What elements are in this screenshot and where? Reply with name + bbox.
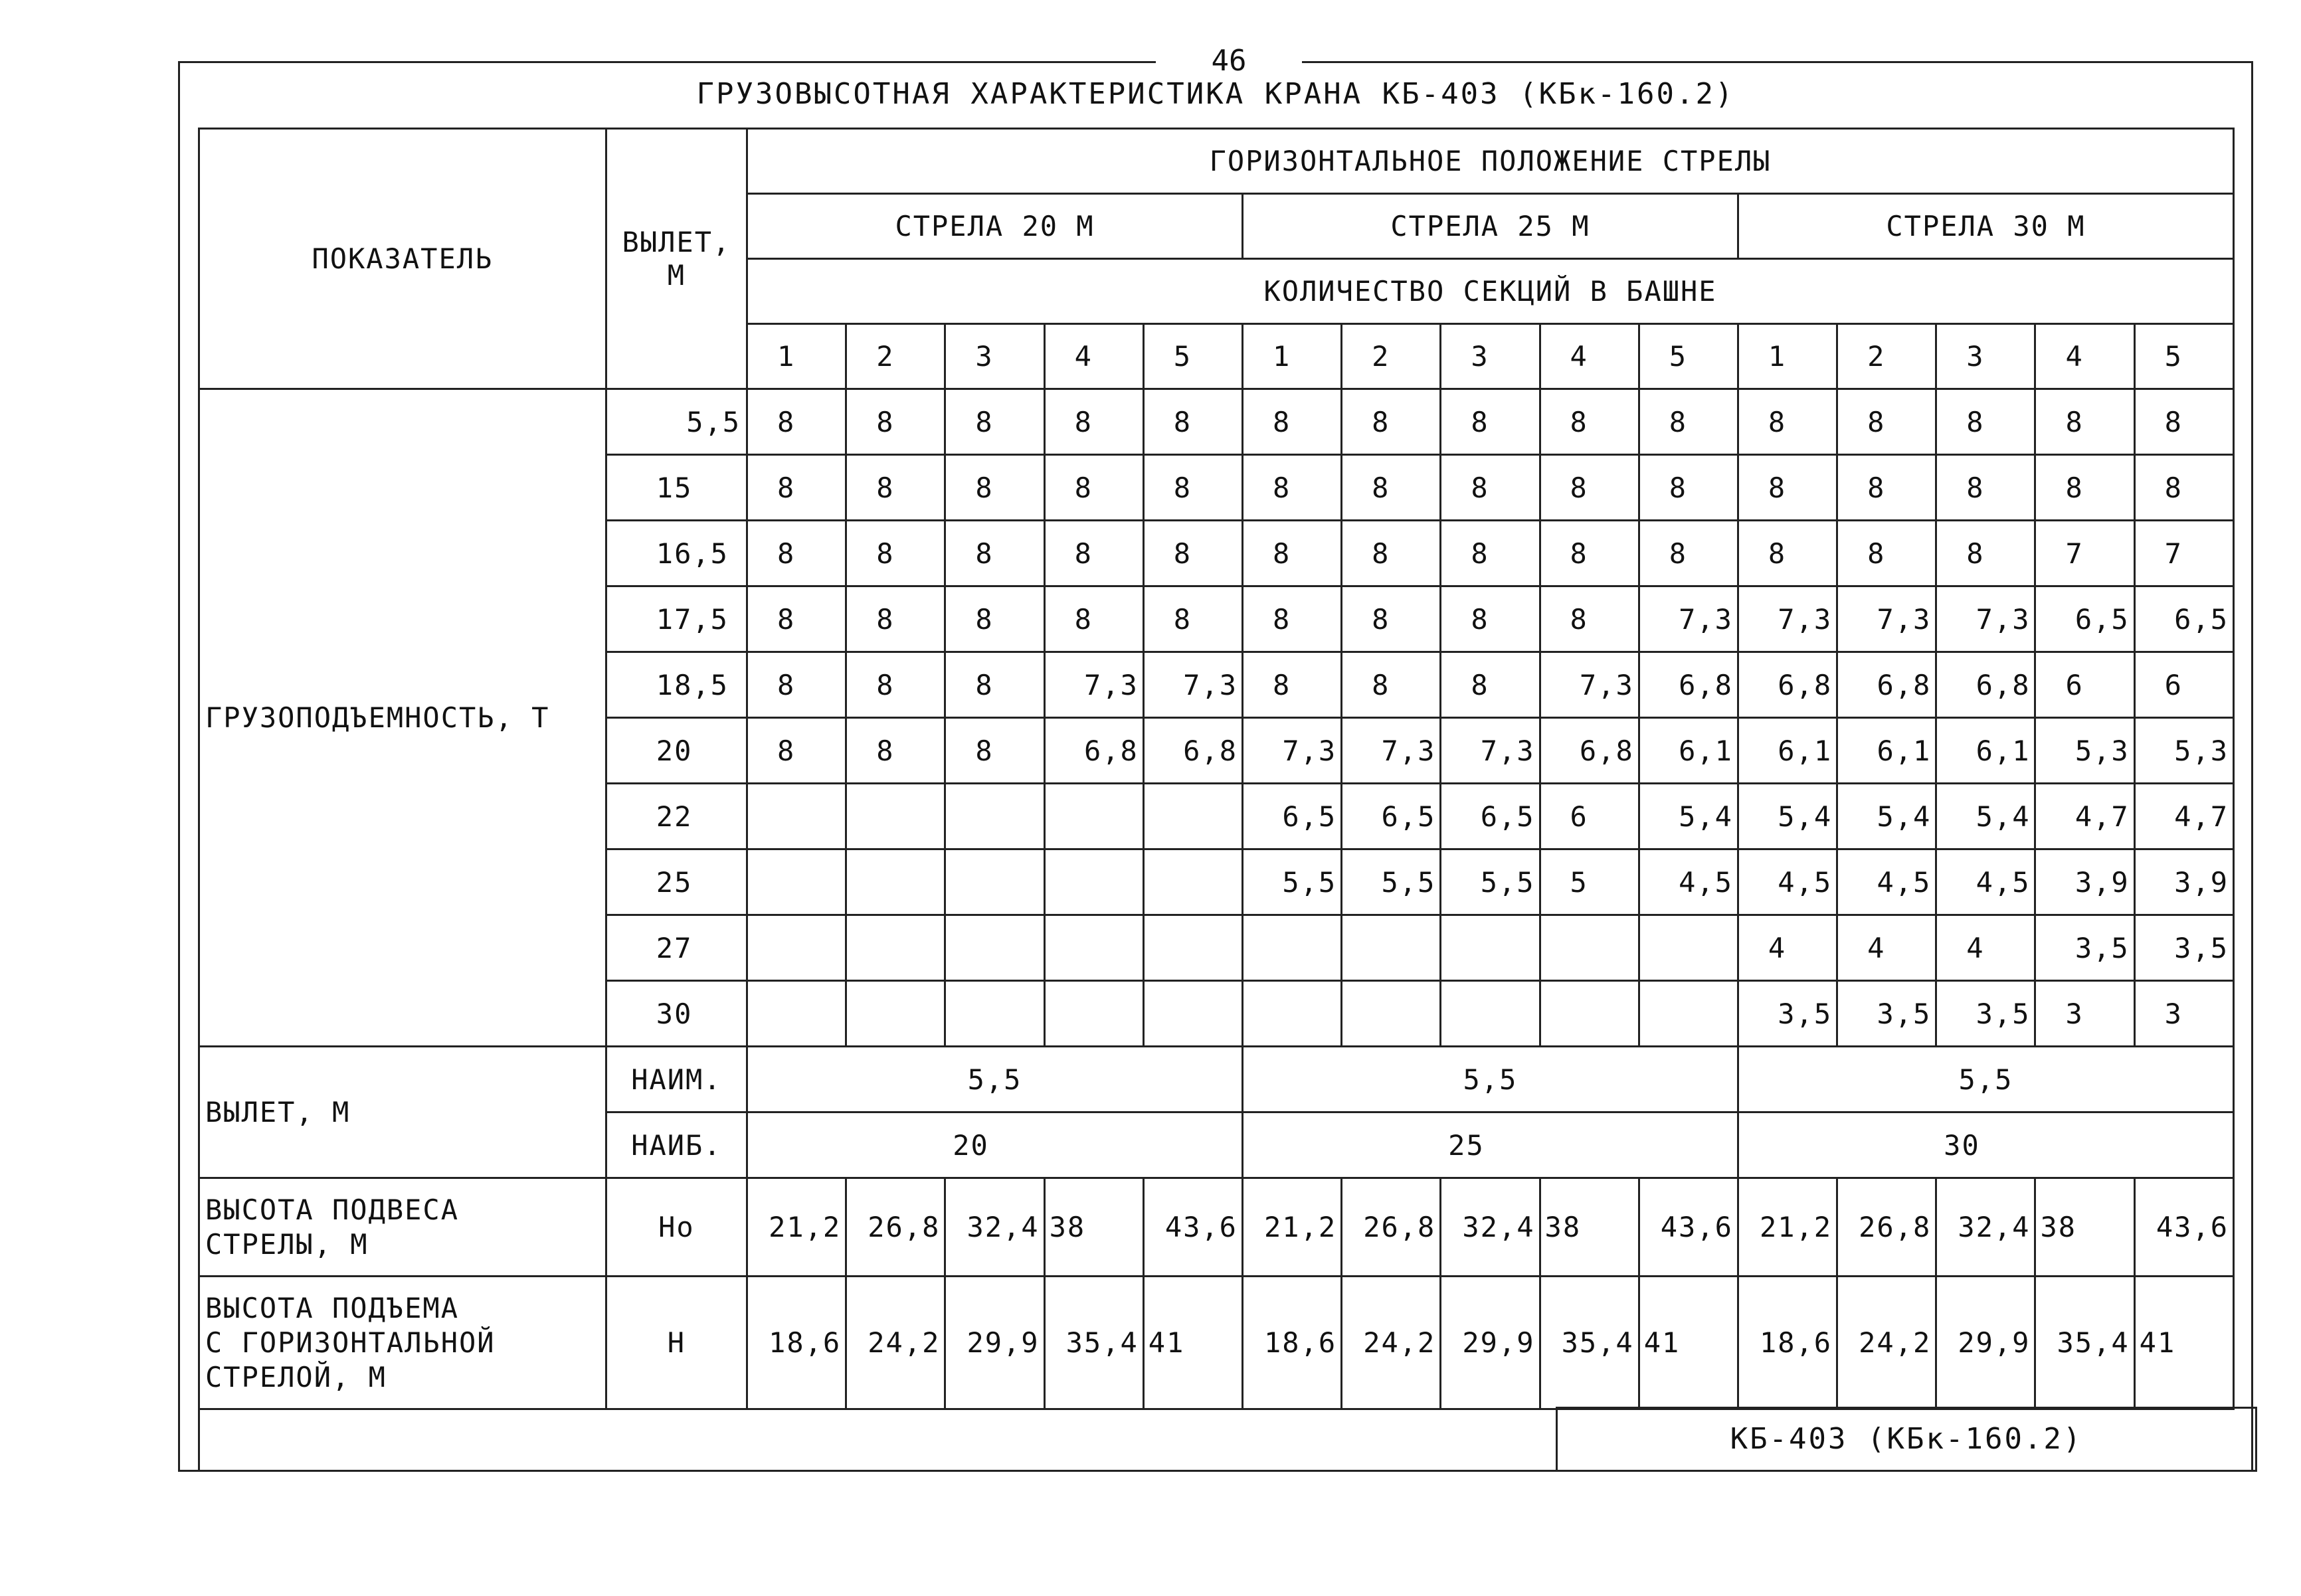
reach-value-cell: 15	[606, 455, 747, 521]
boom-header: СТРЕЛА 25 М	[1242, 194, 1738, 259]
capacity-value-cell: 7,3	[1936, 586, 2035, 652]
section-number-cell: 3	[945, 324, 1044, 389]
capacity-value-cell	[1540, 981, 1639, 1047]
boom-height-value: 38	[2035, 1178, 2134, 1277]
capacity-value-cell: 6	[1540, 784, 1639, 849]
lift-height-value: 35,4	[1540, 1277, 1639, 1409]
capacity-value-cell: 8	[2134, 455, 2233, 521]
boom-height-label-line: ВЫСОТА ПОДВЕСА	[205, 1193, 460, 1226]
capacity-value-cell: 7,3	[1837, 586, 1936, 652]
capacity-value-cell: 7,3	[1639, 586, 1738, 652]
capacity-value-cell: 8	[1639, 521, 1738, 586]
capacity-value-cell: 8	[945, 652, 1044, 718]
capacity-value-cell: 6,8	[1143, 718, 1242, 784]
capacity-value-cell: 8	[1441, 455, 1540, 521]
capacity-value-cell: 6,8	[1044, 718, 1143, 784]
capacity-value-cell: 8	[846, 389, 945, 455]
capacity-value-cell: 8	[747, 586, 846, 652]
capacity-value-cell: 5,5	[1242, 849, 1341, 915]
reach-min-value: 5,5	[1738, 1047, 2233, 1112]
capacity-value-cell: 7,3	[1738, 586, 1837, 652]
capacity-value-cell: 8	[747, 455, 846, 521]
section-number-cell: 4	[2035, 324, 2134, 389]
capacity-value-cell: 8	[1044, 455, 1143, 521]
capacity-value-cell: 8	[1738, 521, 1837, 586]
lift-height-value: 18,6	[1242, 1277, 1341, 1409]
capacity-value-cell: 8	[1639, 389, 1738, 455]
capacity-value-cell	[1342, 915, 1441, 981]
capacity-value-cell: 7,3	[1342, 718, 1441, 784]
boom-header: СТРЕЛА 20 М	[747, 194, 1243, 259]
capacity-value-cell: 8	[1441, 652, 1540, 718]
header-row-horizontal	[199, 129, 2234, 194]
capacity-value-cell	[945, 784, 1044, 849]
capacity-value-cell: 3,5	[1936, 981, 2035, 1047]
boom-height-label	[199, 1178, 606, 1277]
section-number-cell: 2	[1837, 324, 1936, 389]
capacity-value-cell: 3,5	[2134, 915, 2233, 981]
capacity-value-cell: 6,1	[1936, 718, 2035, 784]
capacity-value-cell: 7	[2035, 521, 2134, 586]
indicator-header: ПОКАЗАТЕЛЬ	[199, 129, 606, 389]
capacity-value-cell: 8	[1540, 521, 1639, 586]
capacity-value-cell: 8	[1540, 455, 1639, 521]
section-number-cell: 1	[1738, 324, 1837, 389]
boom-height-value: 21,2	[747, 1178, 846, 1277]
capacity-label: ГРУЗОПОДЪЕМНОСТЬ, Т	[199, 389, 606, 1047]
boom-height-value: 21,2	[1738, 1178, 1837, 1277]
capacity-value-cell: 6,8	[1936, 652, 2035, 718]
capacity-value-cell: 6,5	[1441, 784, 1540, 849]
capacity-value-cell: 6,5	[1242, 784, 1341, 849]
capacity-value-cell	[846, 981, 945, 1047]
capacity-value-cell: 8	[1044, 521, 1143, 586]
capacity-value-cell: 8	[1143, 389, 1242, 455]
capacity-value-cell	[1143, 849, 1242, 915]
capacity-value-cell	[1143, 915, 1242, 981]
capacity-value-cell	[1342, 981, 1441, 1047]
boom-height-value: 32,4	[945, 1178, 1044, 1277]
capacity-value-cell	[1540, 915, 1639, 981]
boom-height-value: 32,4	[1441, 1178, 1540, 1277]
capacity-value-cell: 8	[1738, 455, 1837, 521]
capacity-value-cell: 3,9	[2035, 849, 2134, 915]
capacity-value-cell	[1044, 915, 1143, 981]
section-number-cell: 3	[1441, 324, 1540, 389]
capacity-value-cell: 8	[1242, 455, 1341, 521]
reach-min-value: 5,5	[1242, 1047, 1738, 1112]
capacity-value-cell: 8	[1242, 389, 1341, 455]
reach-max-value: 30	[1738, 1112, 2233, 1178]
reach-value-cell: 25	[606, 849, 747, 915]
capacity-value-cell: 8	[1242, 652, 1341, 718]
boom-height-value: 38	[1044, 1178, 1143, 1277]
capacity-value-cell: 4,7	[2035, 784, 2134, 849]
reach-max-value: 20	[747, 1112, 1243, 1178]
capacity-value-cell: 8	[1342, 455, 1441, 521]
lift-height-label-line: ВЫСОТА ПОДЪЕМА	[205, 1291, 460, 1324]
capacity-value-cell: 8	[1143, 586, 1242, 652]
capacity-value-cell	[1143, 981, 1242, 1047]
capacity-value-cell: 8	[1441, 586, 1540, 652]
sections-header: КОЛИЧЕСТВО СЕКЦИЙ В БАШНЕ	[747, 259, 2234, 324]
reach-value-cell: 18,5	[606, 652, 747, 718]
lift-height-value: 35,4	[2035, 1277, 2134, 1409]
capacity-value-cell	[1143, 784, 1242, 849]
lift-height-value: 29,9	[1441, 1277, 1540, 1409]
capacity-value-cell: 8	[747, 652, 846, 718]
capacity-value-cell: 8	[945, 455, 1044, 521]
capacity-value-cell	[945, 915, 1044, 981]
capacity-value-cell: 8	[747, 521, 846, 586]
capacity-value-cell	[1441, 915, 1540, 981]
boom-height-value: 26,8	[846, 1178, 945, 1277]
capacity-value-cell: 8	[1936, 455, 2035, 521]
section-number-cell: 3	[1936, 324, 2035, 389]
capacity-value-cell	[945, 849, 1044, 915]
boom-height-value: 26,8	[1342, 1178, 1441, 1277]
document-title: ГРУЗОВЫСОТНАЯ ХАРАКТЕРИСТИКА КРАНА КБ-403 (КБк-160.2)	[696, 77, 1735, 111]
lift-height-value: 18,6	[1738, 1277, 1837, 1409]
lift-height-value: 29,9	[1936, 1277, 2035, 1409]
boom-height-value: 43,6	[2134, 1178, 2233, 1277]
capacity-value-cell: 8	[1044, 586, 1143, 652]
lift-height-value: 41	[2134, 1277, 2233, 1409]
reach-max-value: 25	[1242, 1112, 1738, 1178]
section-number-cell: 5	[1143, 324, 1242, 389]
capacity-value-cell: 6,8	[1639, 652, 1738, 718]
capacity-value-cell: 8	[1738, 389, 1837, 455]
lift-height-value: 41	[1143, 1277, 1242, 1409]
capacity-value-cell	[747, 784, 846, 849]
boom-height-value: 43,6	[1639, 1178, 1738, 1277]
section-number-cell: 5	[1639, 324, 1738, 389]
section-number-cell: 4	[1540, 324, 1639, 389]
capacity-value-cell	[1044, 784, 1143, 849]
capacity-value-cell: 8	[1936, 521, 2035, 586]
capacity-value-cell: 8	[1837, 389, 1936, 455]
capacity-value-cell: 7	[2134, 521, 2233, 586]
capacity-value-cell: 8	[1143, 455, 1242, 521]
capacity-value-cell	[846, 915, 945, 981]
capacity-value-cell: 5,3	[2035, 718, 2134, 784]
capacity-value-cell: 8	[1342, 586, 1441, 652]
reach-value-cell: 27	[606, 915, 747, 981]
reach-min-label: НАИМ.	[606, 1047, 747, 1112]
capacity-value-cell	[1639, 915, 1738, 981]
boom-height-value: 43,6	[1143, 1178, 1242, 1277]
capacity-value-cell	[945, 981, 1044, 1047]
boom-height-value: 38	[1540, 1178, 1639, 1277]
capacity-value-cell: 7,3	[1441, 718, 1540, 784]
boom-height-symbol: Ho	[606, 1178, 747, 1277]
reach-value-cell: 16,5	[606, 521, 747, 586]
capacity-value-cell: 4	[1837, 915, 1936, 981]
capacity-value-cell: 8	[1143, 521, 1242, 586]
capacity-value-cell: 8	[1837, 455, 1936, 521]
capacity-value-cell: 8	[1044, 389, 1143, 455]
capacity-value-cell: 4	[1738, 915, 1837, 981]
capacity-value-cell: 8	[1837, 521, 1936, 586]
capacity-value-cell: 8	[1342, 389, 1441, 455]
capacity-value-cell: 3	[2035, 981, 2134, 1047]
capacity-value-cell	[747, 915, 846, 981]
capacity-value-cell: 8	[846, 586, 945, 652]
boom-height-row	[199, 1178, 2234, 1277]
lift-height-row	[199, 1277, 2234, 1409]
capacity-value-cell: 5,5	[1342, 849, 1441, 915]
capacity-value-cell: 8	[846, 652, 945, 718]
capacity-value-cell	[1044, 849, 1143, 915]
capacity-value-cell: 7,3	[1143, 652, 1242, 718]
load-height-table	[198, 128, 2235, 1410]
capacity-value-cell: 8	[2035, 389, 2134, 455]
capacity-value-cell: 6,8	[1837, 652, 1936, 718]
reach-min-row	[199, 1047, 2234, 1112]
capacity-value-cell	[1441, 981, 1540, 1047]
capacity-value-cell	[846, 784, 945, 849]
lift-height-value: 24,2	[1837, 1277, 1936, 1409]
capacity-value-cell: 7,3	[1540, 652, 1639, 718]
capacity-value-cell: 8	[1441, 521, 1540, 586]
capacity-value-cell: 8	[945, 389, 1044, 455]
boom-height-value: 26,8	[1837, 1178, 1936, 1277]
capacity-value-cell: 6,1	[1639, 718, 1738, 784]
reach-max-label: НАИБ.	[606, 1112, 747, 1178]
capacity-value-cell	[1044, 981, 1143, 1047]
capacity-value-cell: 7,3	[1242, 718, 1341, 784]
capacity-value-cell: 5,4	[1738, 784, 1837, 849]
capacity-value-cell: 4,5	[1837, 849, 1936, 915]
capacity-value-cell	[1639, 981, 1738, 1047]
lift-height-symbol: H	[606, 1277, 747, 1409]
capacity-value-cell: 6,5	[2035, 586, 2134, 652]
boom-height-value: 21,2	[1242, 1178, 1341, 1277]
capacity-value-cell: 3,9	[2134, 849, 2233, 915]
capacity-value-cell: 5,5	[1441, 849, 1540, 915]
capacity-value-cell: 6,1	[1837, 718, 1936, 784]
capacity-value-cell: 6,1	[1738, 718, 1837, 784]
capacity-value-cell: 8	[945, 586, 1044, 652]
capacity-value-cell: 7,3	[1044, 652, 1143, 718]
reach-header: ВЫЛЕТ, М	[606, 129, 747, 389]
boom-height-label-line: СТРЕЛЫ, М	[205, 1227, 369, 1261]
boom-height-value: 32,4	[1936, 1178, 2035, 1277]
reach-value-cell: 20	[606, 718, 747, 784]
section-number-cell: 1	[747, 324, 846, 389]
page-number: 46	[1156, 43, 1302, 80]
section-number-cell: 4	[1044, 324, 1143, 389]
lift-height-value: 41	[1639, 1277, 1738, 1409]
capacity-value-cell: 5	[1540, 849, 1639, 915]
capacity-value-cell: 3	[2134, 981, 2233, 1047]
capacity-value-cell: 4,7	[2134, 784, 2233, 849]
capacity-value-cell: 4	[1936, 915, 2035, 981]
capacity-row	[199, 389, 2234, 455]
capacity-value-cell: 3,5	[1738, 981, 1837, 1047]
lift-height-value: 29,9	[945, 1277, 1044, 1409]
capacity-value-cell: 3,5	[1837, 981, 1936, 1047]
stamp-left-cell	[198, 1407, 1556, 1472]
lift-height-label	[199, 1277, 606, 1409]
capacity-value-cell: 5,3	[2134, 718, 2233, 784]
capacity-value-cell: 4,5	[1639, 849, 1738, 915]
capacity-value-cell: 8	[1540, 389, 1639, 455]
capacity-value-cell: 8	[846, 718, 945, 784]
capacity-value-cell	[747, 849, 846, 915]
reach-block-label: ВЫЛЕТ, М	[199, 1047, 606, 1178]
capacity-value-cell	[747, 981, 846, 1047]
reach-value-cell: 17,5	[606, 586, 747, 652]
capacity-value-cell: 6,5	[2134, 586, 2233, 652]
capacity-value-cell: 8	[1342, 652, 1441, 718]
title-block-stamp: КБ-403 (КБк-160.2)	[1556, 1407, 2257, 1472]
capacity-value-cell: 8	[2035, 455, 2134, 521]
capacity-value-cell: 8	[846, 455, 945, 521]
capacity-value-cell	[846, 849, 945, 915]
section-number-cell: 1	[1242, 324, 1341, 389]
horizontal-position-header: ГОРИЗОНТАЛЬНОЕ ПОЛОЖЕНИЕ СТРЕЛЫ	[747, 129, 2234, 194]
capacity-value-cell	[1242, 915, 1341, 981]
capacity-value-cell: 8	[1936, 389, 2035, 455]
capacity-value-cell: 8	[1242, 521, 1341, 586]
capacity-value-cell: 8	[1242, 586, 1341, 652]
capacity-value-cell: 8	[846, 521, 945, 586]
capacity-value-cell: 6,5	[1342, 784, 1441, 849]
capacity-value-cell: 5,4	[1936, 784, 2035, 849]
lift-height-value: 35,4	[1044, 1277, 1143, 1409]
capacity-value-cell: 6,8	[1540, 718, 1639, 784]
lift-height-label-line: С ГОРИЗОНТАЛЬНОЙ	[205, 1326, 496, 1359]
lift-height-value: 18,6	[747, 1277, 846, 1409]
reach-min-value: 5,5	[747, 1047, 1243, 1112]
lift-height-value: 24,2	[846, 1277, 945, 1409]
section-number-cell: 2	[1342, 324, 1441, 389]
capacity-value-cell: 8	[945, 718, 1044, 784]
capacity-value-cell: 8	[2134, 389, 2233, 455]
capacity-value-cell: 8	[747, 389, 846, 455]
capacity-value-cell: 6	[2134, 652, 2233, 718]
capacity-value-cell: 8	[1441, 389, 1540, 455]
capacity-value-cell: 3,5	[2035, 915, 2134, 981]
capacity-value-cell: 8	[747, 718, 846, 784]
capacity-value-cell: 8	[1342, 521, 1441, 586]
section-number-cell: 5	[2134, 324, 2233, 389]
capacity-value-cell: 6,8	[1738, 652, 1837, 718]
reach-value-cell: 30	[606, 981, 747, 1047]
capacity-value-cell: 8	[1540, 586, 1639, 652]
lift-height-label-line: СТРЕЛОЙ, М	[205, 1360, 387, 1393]
capacity-value-cell: 5,4	[1639, 784, 1738, 849]
capacity-value-cell: 8	[1639, 455, 1738, 521]
capacity-value-cell: 4,5	[1738, 849, 1837, 915]
section-number-cell: 2	[846, 324, 945, 389]
reach-value-cell: 5,5	[606, 389, 747, 455]
capacity-value-cell: 6	[2035, 652, 2134, 718]
boom-header: СТРЕЛА 30 М	[1738, 194, 2233, 259]
capacity-value-cell: 5,4	[1837, 784, 1936, 849]
lift-height-value: 24,2	[1342, 1277, 1441, 1409]
capacity-value-cell: 4,5	[1936, 849, 2035, 915]
capacity-value-cell	[1242, 981, 1341, 1047]
capacity-value-cell: 8	[945, 521, 1044, 586]
reach-value-cell: 22	[606, 784, 747, 849]
